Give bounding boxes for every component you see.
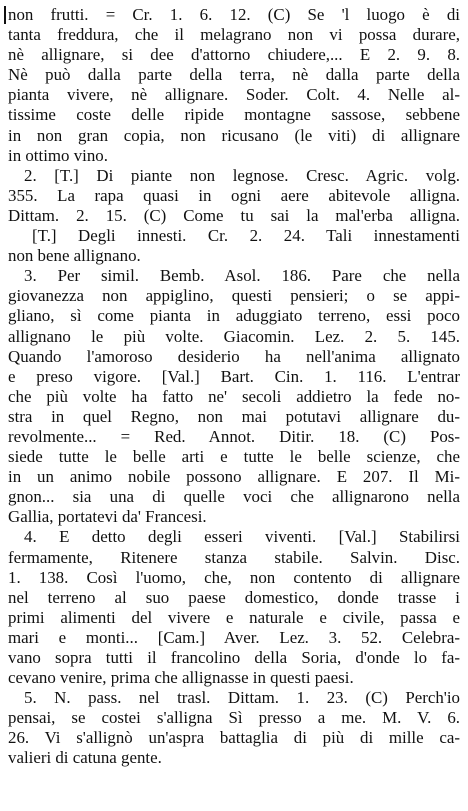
text-line: valieri di catuna gente. [8, 748, 162, 768]
text-line: 4. E detto degli esseri viventi. [Val.] Stabilirsi [24, 527, 460, 547]
text-line: nè allignare, si dee d'attorno chiudere,... E 2. 9. 8. [8, 45, 460, 65]
text-line: cevano venire, prima che allignasse in questi paesi. [8, 668, 354, 688]
text-line: Gallia, portatevi da' Francesi. [8, 507, 207, 527]
text-line: non frutti. = Cr. 1. 6. 12. (C) Se 'l luogo è di [8, 5, 460, 24]
text-line: 1. 138. Così l'uomo, che, non contento di allignare [8, 567, 460, 587]
text-line: 2. [T.] Di piante non legnose. Cresc. Agric. volg. [24, 165, 460, 185]
text-line: Dittam. 2. 15. (C) Come tu sai la mal'erba alligna. [8, 205, 460, 225]
text-line: revolmente... = Red. Annot. Ditir. 18. (C) Pos- [8, 426, 460, 446]
text-line: 3. Per simil. Bemb. Asol. 186. Pare che nella [24, 266, 460, 286]
text-line: Nè può dalla parte della terra, nè dalla parte della [8, 65, 460, 85]
text-line: fermamente, Ritenere stanza stabile. Salvin. Disc. [8, 547, 460, 567]
text-line: e preso vigore. [Val.] Bart. Cin. 1. 116. L'entrar [8, 366, 460, 386]
text-line: gnon... sia una di quelle voci che allignarono nella [8, 487, 460, 507]
text-line: allignano le più volte. Giacomin. Lez. 2. 5. 145. [8, 326, 460, 346]
text-line: stra in quel Regno, non mai potutavi allignare du- [8, 406, 460, 426]
text-line: tanta freddura, che il melagrano non vi possa durare, [8, 25, 460, 45]
text-line: 355. La rapa quasi in ogni aere abitevole alligna. [8, 185, 460, 205]
text-line: pianta vivere, nè allignare. Soder. Colt. 4. Nelle al- [8, 85, 460, 105]
text-line: mari e monti... [Cam.] Aver. Lez. 3. 52. Celebra- [8, 627, 460, 647]
margin-rule [4, 6, 6, 24]
text-line: nel terreno al suo paese domestico, donde trasse i [8, 587, 460, 607]
text-line: 5. N. pass. nel trasl. Dittam. 1. 23. (C) Perch'io [24, 688, 460, 708]
text-line: non bene allignano. [8, 246, 141, 266]
text-line: siede tutte le belle arti e tutte le belle scienze, che [8, 447, 460, 467]
text-line: in non gran copia, non ricusano (le viti) di allignare [8, 125, 460, 145]
text-line: in ottimo vino. [8, 145, 108, 165]
text-line: in un animo nobile possono allignare. E 207. Il Mi- [8, 467, 460, 487]
text-line: gliano, sì come pianta in aduggiato terreno, essi poco [8, 306, 460, 326]
text-line: giovanezza non appiglino, questi pensieri; o se appi- [8, 286, 460, 306]
text-line: [T.] Degli innesti. Cr. 2. 24. Tali innestamenti [32, 226, 460, 246]
text-line: pensai, se costei s'alligna Sì presso a me. M. V. 6. [8, 708, 460, 728]
text-line: Quando l'amoroso desiderio ha nell'anima allignato [8, 346, 460, 366]
text-line: vano sopra tutti il francolino della Soria, d'onde lo fa- [8, 648, 460, 667]
text-line: primi alimenti del vivere e naturale e civile, passa e [8, 607, 460, 627]
text-line: che più volte ha fatto ne' secoli addietro la fede no- [8, 386, 460, 406]
entry-text [8, 5, 460, 769]
text-line: 26. Vi s'allignò un'aspra battaglia di più di mille ca- [8, 728, 460, 748]
text-line: tissime coste delle ripide montagne sassose, sebbene [8, 105, 460, 125]
